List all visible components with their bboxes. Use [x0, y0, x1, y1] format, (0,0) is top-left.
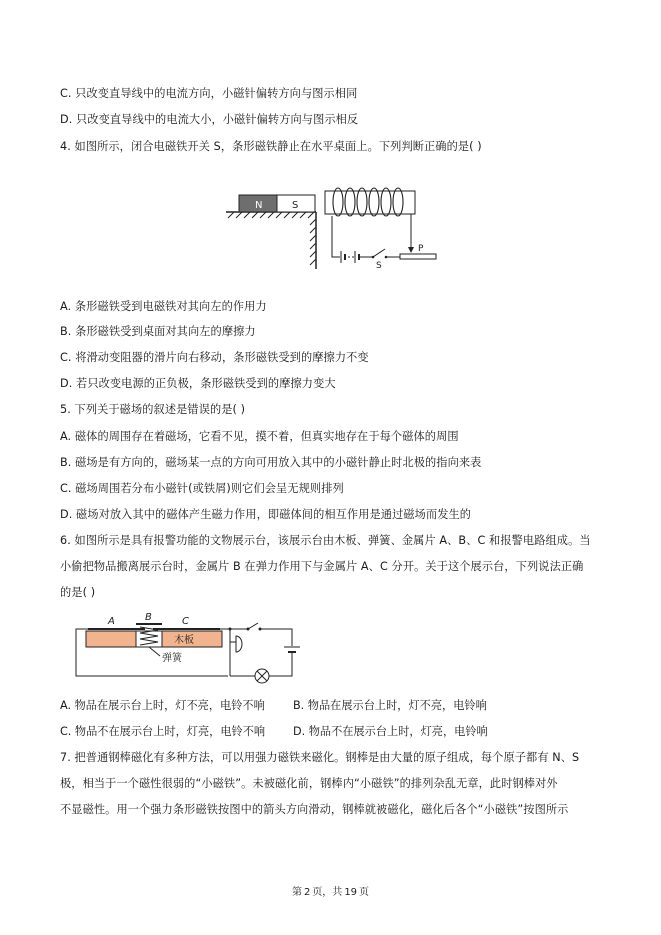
q4-option-b: B. 条形磁铁受到桌面对其向左的摩擦力 [60, 325, 256, 338]
slider-rheostat [400, 254, 436, 259]
q4-option-c: C. 将滑动变阻器的滑片向右移动，条形磁铁受到的摩擦力不变 [60, 351, 369, 364]
magnet-s-label: S [292, 200, 299, 211]
label-a: A [108, 616, 115, 627]
q3-option-c: C. 只改变直导线中的电流方向，小磁针偏转方向与图示相同 [60, 87, 358, 100]
q6-option-a: A. 物品在展示台上时，灯不亮，电铃不响 [60, 699, 265, 712]
q5-option-a: A. 磁体的周围存在着磁场，它看不见，摸不着，但真实地存在于每个磁体的周围 [60, 430, 459, 443]
q6-option-d: D. 物品不在展示台上时，灯亮，电铃响 [293, 725, 488, 738]
q7-stem-line2: 极，相当于一个磁性很弱的“小磁铁”。未被磁化前，钢棒内“小磁铁”的排列杂乱无章，此时钢棒对外 [60, 777, 558, 790]
q4-figure [222, 185, 444, 275]
q6-option-b: B. 物品在展示台上时，灯不亮，电铃响 [293, 699, 487, 712]
q5-stem: 5. 下列关于磁场的叙述是错误的是( ) [60, 403, 246, 416]
q3-option-d: D. 只改变直导线中的电流大小，小磁针偏转方向与图示相反 [60, 113, 359, 126]
page-footer: 第 2 页，共 19 页 [291, 887, 370, 898]
page-number: 2 [303, 887, 311, 898]
q4-stem: 4. 如图所示，闭合电磁铁开关 S，条形磁铁静止在水平桌面上。下列判断正确的是( ) [60, 140, 482, 153]
q7-stem-line3: 不显磁性。用一个强力条形磁铁按图中的箭头方向滑动，钢棒就被磁化，磁化后各个“小磁铁”按图所示 [60, 803, 569, 816]
q6-stem-line2: 小偷把物品搬离展示台时，金属片 B 在弹力作用下与金属片 A、C 分开。关于这个展示台，下列说法正确 [60, 560, 584, 573]
label-c: C [182, 616, 189, 627]
magnet-n-label: N [255, 200, 263, 211]
q5-option-d: D. 磁场对放入其中的磁体产生磁力作用，即磁体间的相互作用是通过磁场而发生的 [60, 508, 472, 521]
q6-option-c: C. 物品不在展示台上时，灯亮，电铃不响 [60, 725, 266, 738]
q6-figure [70, 612, 320, 694]
switch-label: S [376, 261, 382, 271]
slider-label: P [418, 244, 424, 254]
label-b: B [145, 612, 152, 623]
q5-option-b: B. 磁场是有方向的，磁场某一点的方向可用放入其中的小磁针静止时北极的指向来表 [60, 456, 482, 469]
bell-icon [236, 636, 242, 652]
board-label: 木板 [174, 635, 194, 646]
page-total: 19 [344, 887, 358, 898]
q4-option-d: D. 若只改变电源的正负极，条形磁铁受到的摩擦力变大 [60, 377, 336, 390]
spring-label: 弹簧 [162, 653, 182, 664]
q5-option-c: C. 磁场周围若分布小磁针(或铁屑)则它们会呈无规则排列 [60, 482, 344, 495]
q4-option-a: A. 条形磁铁受到电磁铁对其向左的作用力 [60, 300, 267, 313]
q7-stem-line1: 7. 把普通钢棒磁化有多种方法，可以用强力磁铁来磁化。钢棒是由大量的原子组成，每个原子都有 N、S [60, 751, 580, 764]
q6-stem-line3: 的是( ) [60, 586, 96, 599]
q6-stem-line1: 6. 如图所示是具有报警功能的文物展示台，该展示台由木板、弹簧、金属片 A、B、C 和报警电路组成。当 [60, 534, 591, 547]
